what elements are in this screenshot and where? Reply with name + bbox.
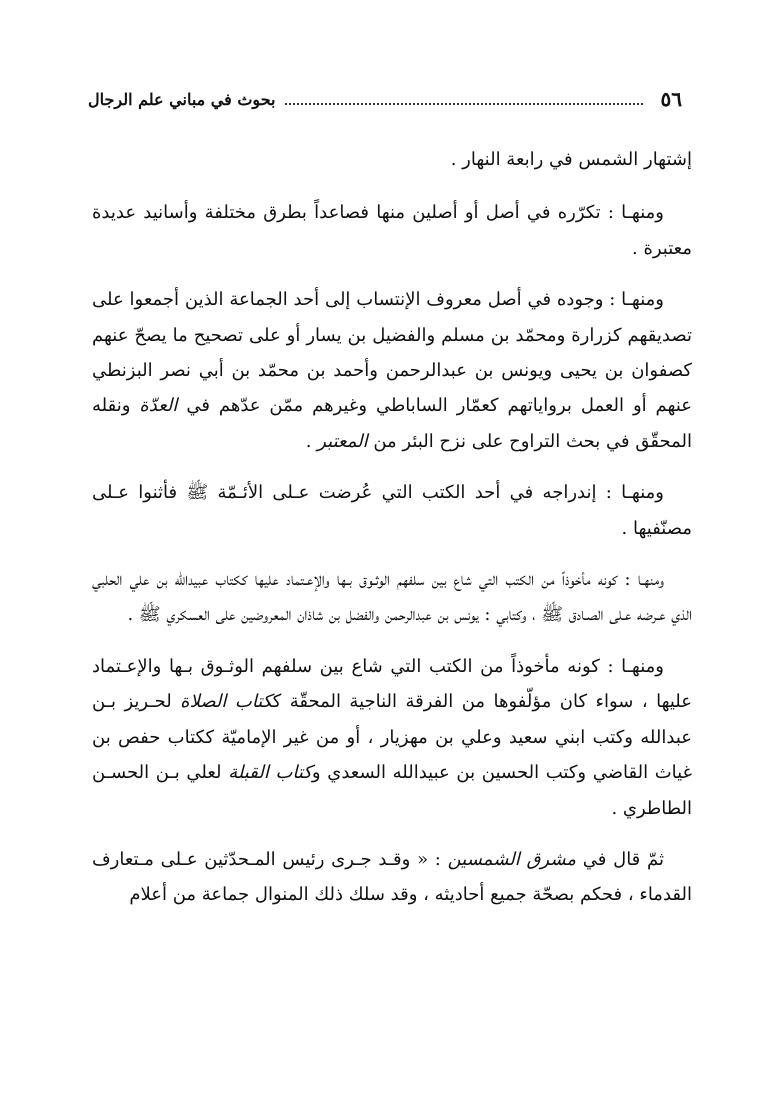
- paragraph: [92, 282, 692, 459]
- book-title: مشرق الشمسين: [447, 848, 577, 870]
- paragraph: [92, 475, 692, 546]
- text-run: إشتهار الشمس في رابعة النهار .: [450, 149, 692, 170]
- text-run: .: [305, 430, 318, 452]
- paragraph: [92, 142, 692, 177]
- text-run: ومنهـا : كونه مأخوذاً من الكتب التي شاع بين سلفهم الوثـوق بـها والإعـتماد عليها ، سواء كان مؤلّفوها من الفرقة الناجية المحقّة ك: [92, 655, 692, 713]
- text-run: لعلي بـن الحسـن الطاطري .: [92, 762, 692, 819]
- running-title: بحوث في مباني علم الرجال: [88, 89, 276, 109]
- book-title: المعتبر: [317, 430, 368, 452]
- body-text: [92, 142, 692, 913]
- paragraph: [92, 195, 692, 266]
- book-title: كتاب الصلاة: [180, 691, 273, 713]
- paragraph: [92, 649, 692, 826]
- text-run: ومنهـا : تكرّره في أصل أو أصلين منها فصاعداً بطرق مختلفة وأسانيد عديدة معتبرة .: [92, 202, 692, 259]
- text-run: ونقله المحقّق في بحث التراوح على نزح البئر من: [92, 395, 692, 452]
- page-number: ٥٦: [660, 87, 682, 111]
- page-header: [88, 84, 682, 114]
- text-run: ومنهـا : وجوده في أصل معروف الإنتساب إلى أحد الجماعة الذين أجمعوا على تصديقهم كزرارة ومحمّد بن مسلم والفضيل بن يسار أو على تصحيح ما يصحّ عنهم كصفوان بن يحيى ويونس بن عبدالرحمن وأحمد بن محمّد بن أبي نصر البزنطي عنهم أو العمل برواياتهم كعمّار الساباطي وغيرهم ممّن عدّهم في: [92, 289, 693, 417]
- paragraph: [92, 562, 692, 633]
- text-run: ومنهـا : كونه مأخوذاً من الكتب التي شاع بين سلفهم الوثـوق بـها والإعـتماد عليها ككتاب عبيدالله بن علي الحلبي الذي عـرضه عـلى الصـادق ﷺ ، وكتابي : يونس بن عبدالرحمن والفضل بن شاذان المعروضين على العسكري ﷺ .: [92, 569, 692, 626]
- text-run: : « وقـد جـرى رئيس المـحدّثين عـلى مـتعارف القدماء ، فحكم بصحّة جميع أحاديثه ، وقد سلك ذلك المنوال جماعة من أعلام: [92, 848, 692, 906]
- book-title: العدّة: [139, 395, 178, 417]
- paragraph: [92, 842, 692, 913]
- text-run: ومنهـا : إندراجه في أحد الكتب التي عُرضت عـلى الأئـمّة ﷺ فأثنوا عـلى مصنّفيها .: [92, 482, 692, 539]
- text-run: لحـريز بـن عبدالله وكتب ابني سعيد وعلي بن مهزيار ، أو من غير الإماميّة ككتاب حفص بن غياث القاضي وكتب الحسين بن عبيدالله السعدي و: [92, 691, 693, 784]
- dotted-leader: [285, 93, 642, 105]
- text-run: ثمّ قال في: [576, 848, 664, 870]
- book-title: كتاب القبلة: [228, 762, 312, 784]
